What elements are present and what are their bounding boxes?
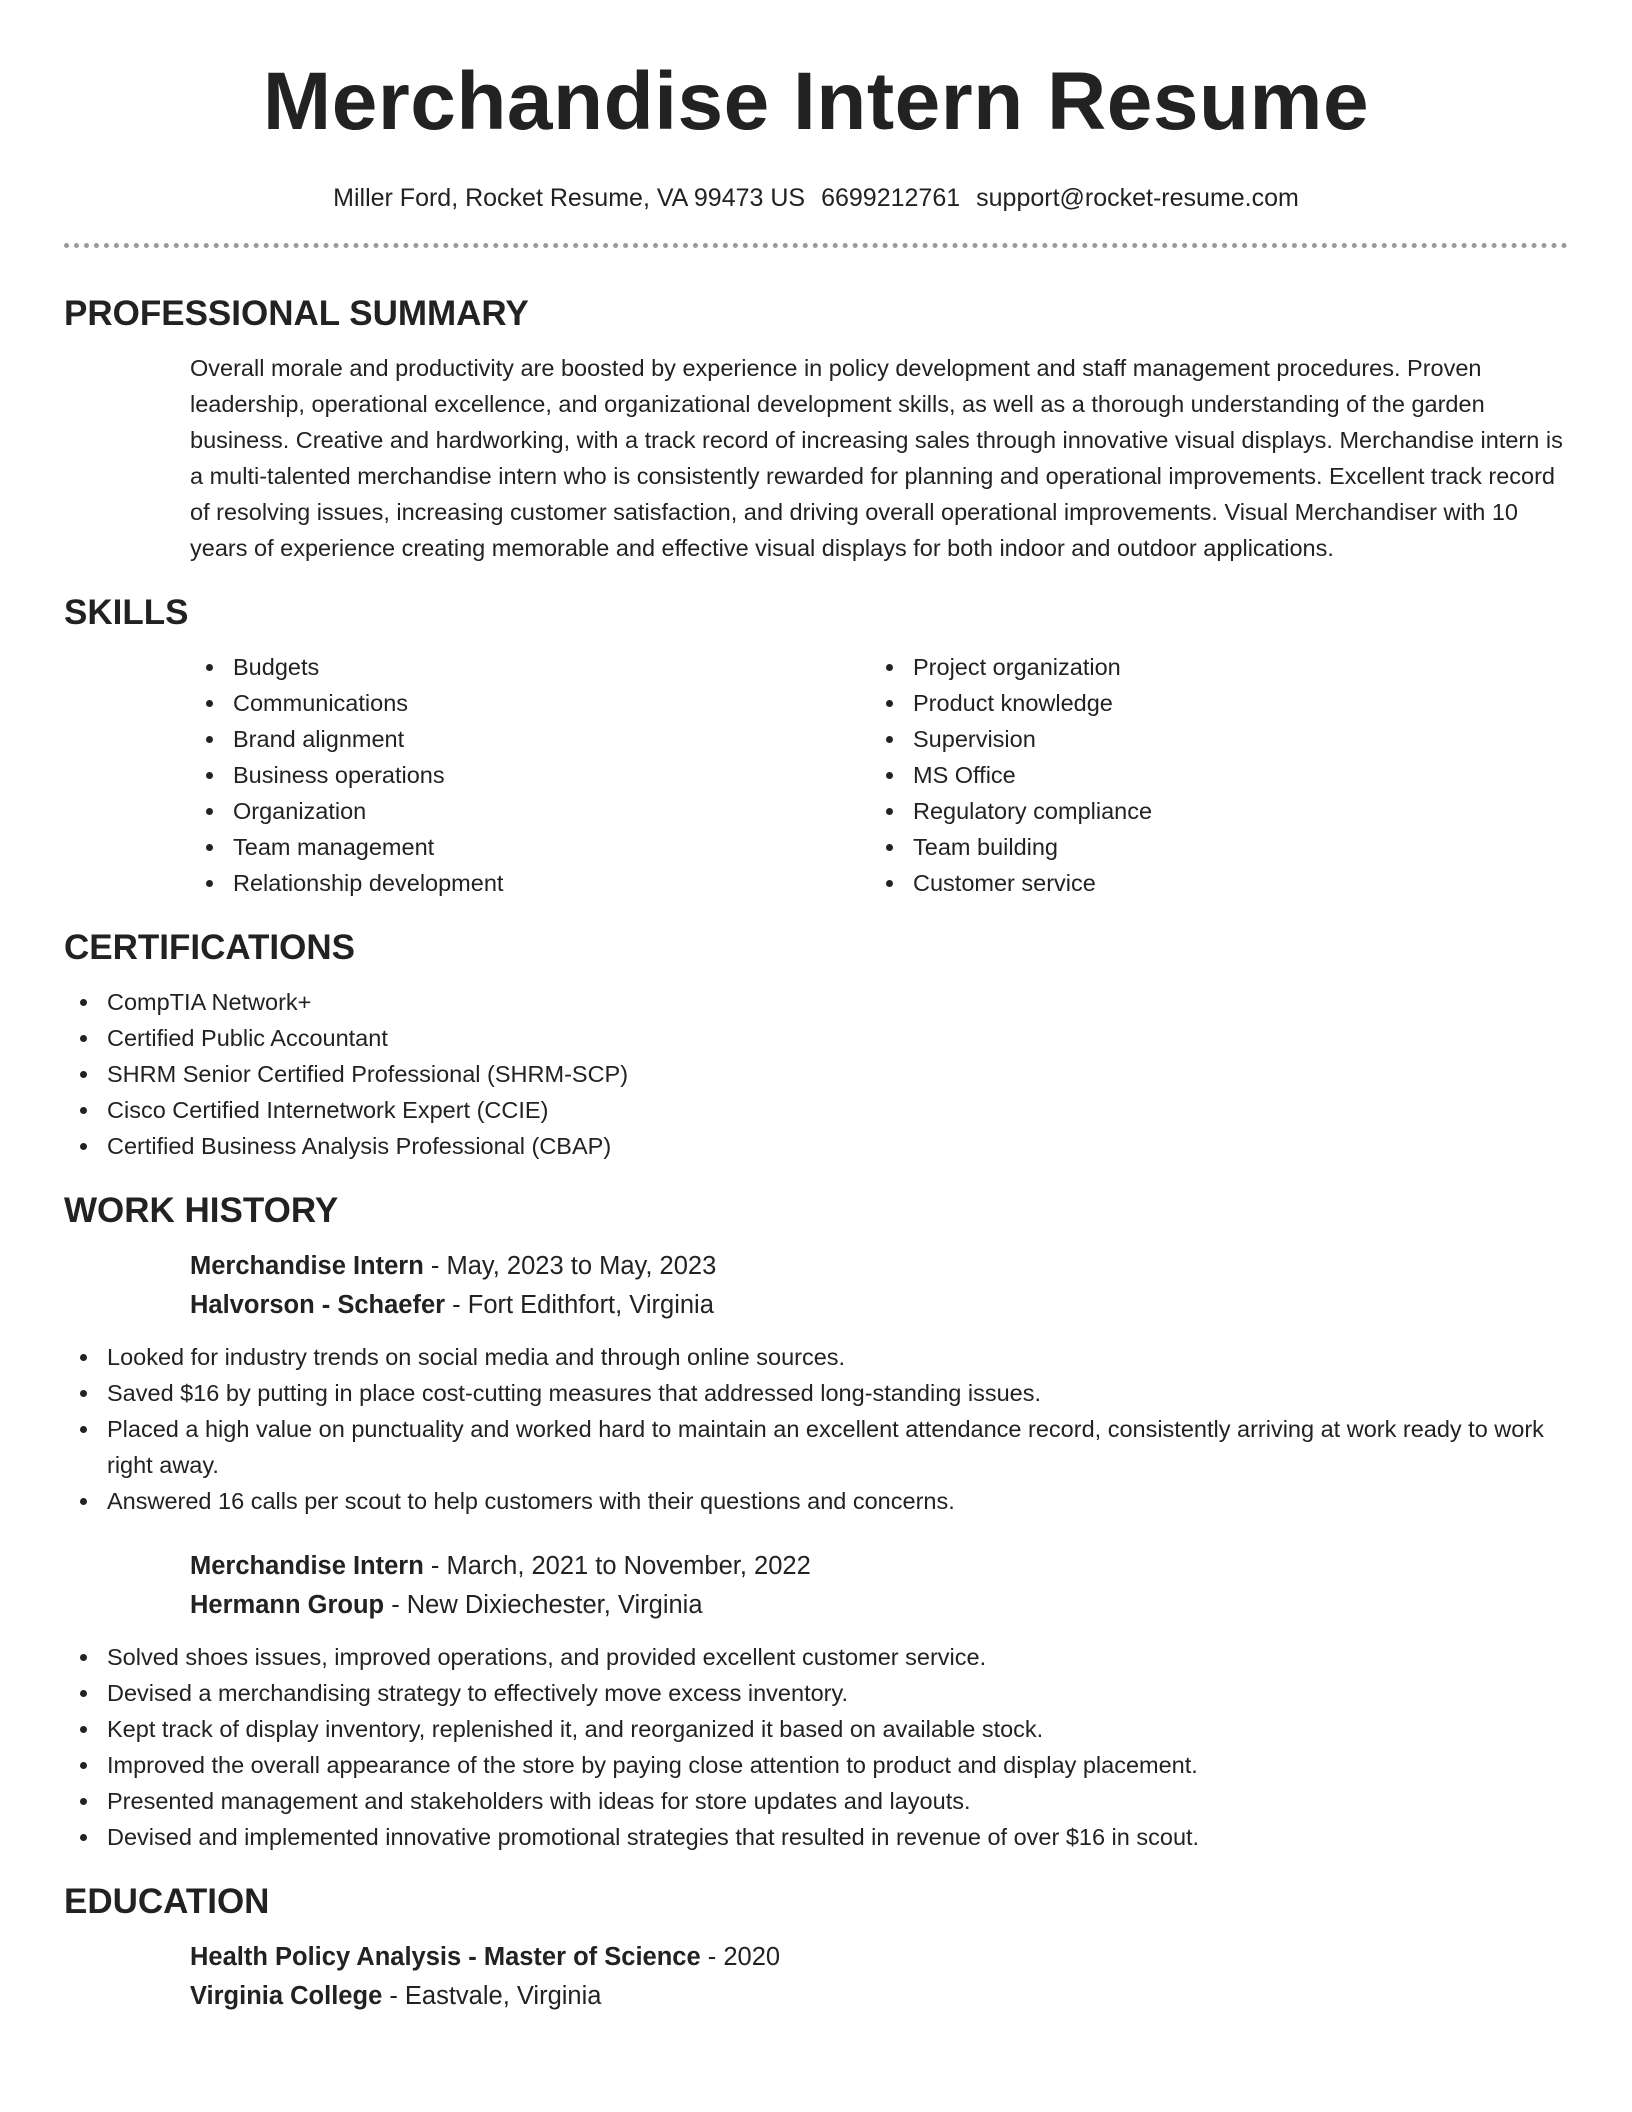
certifications-list xyxy=(64,984,1568,1164)
skill-item: Customer service xyxy=(870,865,1550,901)
certification-item: Cisco Certified Internetwork Expert (CCIE) xyxy=(64,1092,1568,1128)
skill-item: Regulatory compliance xyxy=(870,793,1550,829)
job-bullet: Improved the overall appearance of the store by paying close attention to product and display placement. xyxy=(64,1747,1568,1783)
section-heading-skills: SKILLS xyxy=(64,593,189,632)
education-school: Virginia College xyxy=(190,1982,383,2010)
job-entry xyxy=(190,1547,1568,1625)
job-company: Halvorson - Schaefer xyxy=(190,1291,446,1319)
summary-section xyxy=(64,292,1568,566)
skill-item: Team building xyxy=(870,829,1550,865)
job-bullet: Devised and implemented innovative promotional strategies that resulted in revenue of over $16 in scout. xyxy=(64,1819,1568,1855)
skills-right-list xyxy=(870,649,1550,901)
skill-item: Supervision xyxy=(870,721,1550,757)
job-location: - New Dixiechester, Virginia xyxy=(384,1591,703,1619)
job-bullets xyxy=(64,1339,1568,1519)
job-company-line xyxy=(190,1586,1568,1625)
skills-grid xyxy=(190,649,1568,901)
job-bullet: Solved shoes issues, improved operations, and provided excellent customer service. xyxy=(64,1639,1568,1675)
section-heading-certifications: CERTIFICATIONS xyxy=(64,928,356,967)
section-heading-education: EDUCATION xyxy=(64,1882,270,1921)
job-bullets xyxy=(64,1639,1568,1855)
education-degree: Health Policy Analysis - Master of Science xyxy=(190,1943,701,1971)
certification-item: Certified Public Accountant xyxy=(64,1020,1568,1056)
work-history-section xyxy=(64,1189,1568,1855)
job-dates: - May, 2023 to May, 2023 xyxy=(423,1252,717,1280)
resume-title: Merchandise Intern Resume xyxy=(262,56,1370,147)
skill-item: Brand alignment xyxy=(190,721,870,757)
job-title-line xyxy=(190,1547,1568,1586)
education-entry xyxy=(190,1938,1568,2016)
resume-page xyxy=(64,0,1568,2016)
skill-item: Product knowledge xyxy=(870,685,1550,721)
job-bullet: Placed a high value on punctuality and worked hard to maintain an excellent attendance record, consistently arriving at work ready to work right away. xyxy=(64,1411,1568,1483)
job-company-line xyxy=(190,1286,1568,1325)
job-title-line xyxy=(190,1247,1568,1286)
job-location: - Fort Edithfort, Virginia xyxy=(445,1291,714,1319)
education-degree-line xyxy=(190,1938,1568,1977)
skill-item: Communications xyxy=(190,685,870,721)
skill-item: Team management xyxy=(190,829,870,865)
education-location: - Eastvale, Virginia xyxy=(382,1982,602,2010)
skill-item: Project organization xyxy=(870,649,1550,685)
section-heading-work-history: WORK HISTORY xyxy=(64,1191,339,1230)
contact-email: support@rocket-resume.com xyxy=(976,184,1299,212)
job-title: Merchandise Intern xyxy=(190,1252,424,1280)
contact-address: Miller Ford, Rocket Resume, VA 99473 US xyxy=(333,184,806,212)
job-title: Merchandise Intern xyxy=(190,1552,424,1580)
skill-item: MS Office xyxy=(870,757,1550,793)
contact-line xyxy=(64,182,1568,214)
skills-left-list xyxy=(190,649,870,901)
skill-item: Relationship development xyxy=(190,865,870,901)
job-bullet: Looked for industry trends on social media and through online sources. xyxy=(64,1339,1568,1375)
certification-item: CompTIA Network+ xyxy=(64,984,1568,1020)
education-year: - 2020 xyxy=(700,1943,781,1971)
job-dates: - March, 2021 to November, 2022 xyxy=(423,1552,811,1580)
skill-item: Business operations xyxy=(190,757,870,793)
header-divider xyxy=(64,243,1568,248)
certification-item: SHRM Senior Certified Professional (SHRM-SCP) xyxy=(64,1056,1568,1092)
job-bullet: Presented management and stakeholders with ideas for store updates and layouts. xyxy=(64,1783,1568,1819)
skills-section xyxy=(64,591,1568,901)
job-bullet: Kept track of display inventory, replenished it, and reorganized it based on available stock. xyxy=(64,1711,1568,1747)
certifications-section xyxy=(64,926,1568,1164)
job-entry xyxy=(190,1247,1568,1325)
contact-phone: 6699212761 xyxy=(821,184,961,212)
education-section xyxy=(64,1880,1568,2016)
job-bullet: Devised a merchandising strategy to effectively move excess inventory. xyxy=(64,1675,1568,1711)
skill-item: Organization xyxy=(190,793,870,829)
section-heading-summary: PROFESSIONAL SUMMARY xyxy=(64,294,529,333)
skill-item: Budgets xyxy=(190,649,870,685)
job-company: Hermann Group xyxy=(190,1591,385,1619)
job-bullet: Saved $16 by putting in place cost-cutting measures that addressed long-standing issues. xyxy=(64,1375,1568,1411)
job-bullet: Answered 16 calls per scout to help customers with their questions and concerns. xyxy=(64,1483,1568,1519)
education-school-line xyxy=(190,1977,1568,2016)
summary-text: Overall morale and productivity are boosted by experience in policy development and staff management procedures. Proven leadership, operational excellence, and organizational development skills, as well as a thorough understanding of the garden business. Creative and hardworking, with a track record of increasing sales through innovative visual displays. Merchandise intern is a multi-talented merchandise intern who is consistently rewarded for planning and operational improvements. Excellent track record of resolving issues, increasing customer satisfaction, and driving overall operational improvements. Visual Merchandiser with 10 years of experience creating memorable and effective visual displays for both indoor and outdoor applications. xyxy=(190,355,1563,561)
certification-item: Certified Business Analysis Professional (CBAP) xyxy=(64,1128,1568,1164)
